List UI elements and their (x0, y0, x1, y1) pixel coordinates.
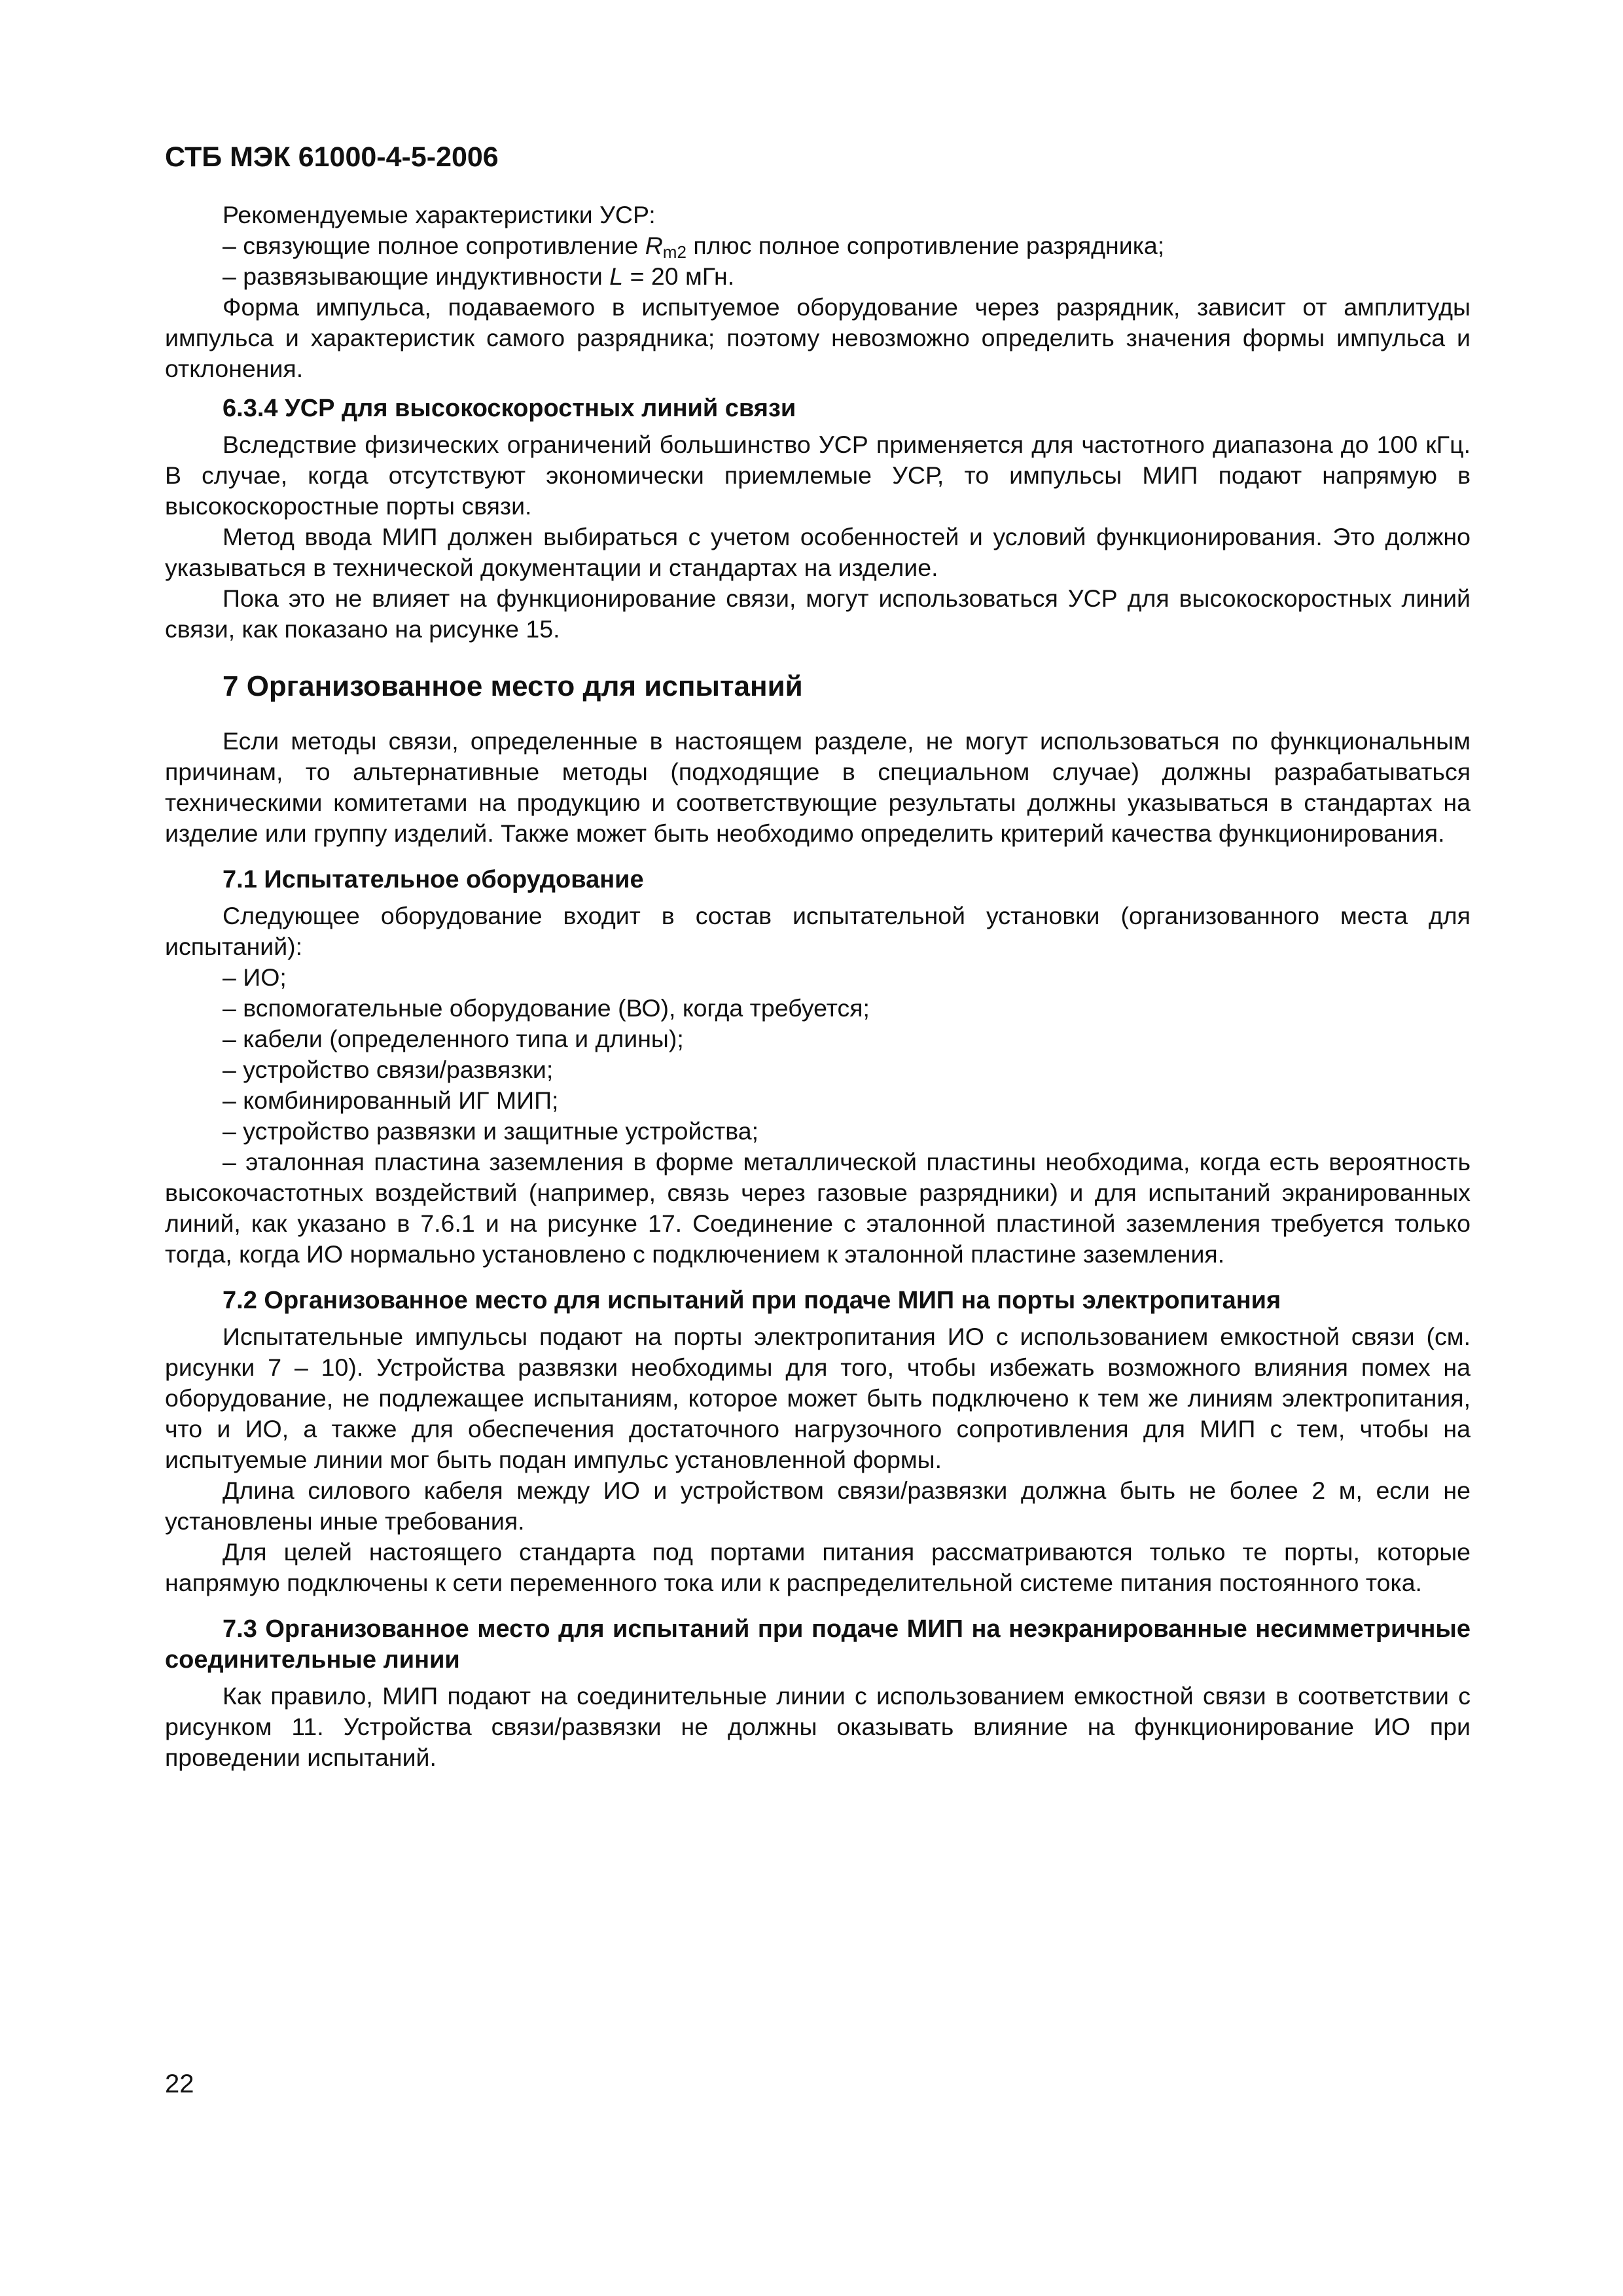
section-7-heading: 7 Организованное место для испытаний (223, 670, 803, 702)
usr-item-decoupling: – развязывающие индуктивности L = 20 мГн. (223, 262, 735, 290)
document-code: СТБ МЭК 61000-4-5-2006 (165, 141, 499, 173)
section-7-1-heading: 7.1 Испытательное оборудование (223, 866, 644, 893)
section-7-2-paragraph-2: Длина силового кабеля между ИО и устройством связи/развязки должна быть не более 2 м, если не установлены иные требования. (165, 1477, 1471, 1535)
list-item: – комбинированный ИГ МИП; (223, 1086, 559, 1114)
page-number: 22 (165, 2070, 194, 2098)
list-item: – ИО; (223, 963, 287, 991)
list-item: – вспомогательные оборудование (ВО), когда требуется; (223, 994, 870, 1022)
list-item-reference-ground-plane: – эталонная пластина заземления в форме металлической пластины необходима, когда есть вероятность высокочастотных воздействий (например, связь через газовые разрядники) и для испытаний экранированных линий, как указано в 7.6.1 и на рисунке 17. Соединение с эталонной пластиной заземления требуется только тогда, когда ИО нормально установлено с подключением к эталонной пластине заземления. (165, 1148, 1471, 1268)
list-item: – кабели (определенного типа и длины); (223, 1025, 684, 1052)
section-6-3-4-heading: 6.3.4 УСР для высокоскоростных линий связи (223, 395, 796, 422)
section-7-2-paragraph-1: Испытательные импульсы подают на порты электропитания ИО с использованием емкостной связи (см. рисунки 7 – 10). Устройства развязки необходимы для того, чтобы избежать возможного влияния помех на оборудование, не подлежащее испытаниям, которое может быть подключено к тем же линиям электропитания, что и ИО, а также для обеспечения достаточного нагрузочного сопротивления для МИП с тем, чтобы на испытуемые линии мог быть подан импульс установленной формы. (165, 1323, 1471, 1473)
usr-paragraph: Форма импульса, подаваемого в испытуемое оборудование через разрядник, зависит от амплитуды импульса и характеристик самого разрядника; поэтому невозможно определить значения формы импульса и отклонения. (165, 293, 1471, 382)
section-7-1-paragraph: Следующее оборудование входит в состав испытательной установки (организованного места для испытаний): (165, 902, 1471, 960)
usr-item-coupling: – связующие полное сопротивление $R_{m2}$ плюс полное сопротивление разрядника; (223, 232, 1165, 262)
list-item: – устройство развязки и защитные устройства; (223, 1117, 759, 1145)
section-6-3-4-paragraph-2: Метод ввода МИП должен выбираться с учетом особенностей и условий функционирования. Это должно указываться в технической документации и стандартах на изделие. (165, 523, 1471, 581)
section-7-paragraph: Если методы связи, определенные в настоящем разделе, не могут использоваться по функциональным причинам, то альтернативные методы (подходящие в специальном случае) должны разрабатываться техническими комитетами на продукцию и соответствующие результаты должны указываться в стандартах на изделие или группу изделий. Также может быть необходимо определить критерий качества функционирования. (165, 727, 1471, 847)
section-7-3-heading: 7.3 Организованное место для испытаний при подаче МИП на неэкранированные несимметричные соединительные линии (165, 1615, 1471, 1674)
section-7-2-heading: 7.2 Организованное место для испытаний при подаче МИП на порты электропитания (223, 1287, 1281, 1314)
usr-intro: Рекомендуемые характеристики УСР: (223, 201, 656, 228)
list-item: – устройство связи/развязки; (223, 1056, 554, 1083)
section-7-3-paragraph: Как правило, МИП подают на соединительные линии с использованием емкостной связи в соответствии с рисунком 11. Устройства связи/развязки не должны оказывать влияние на функционирование ИО при проведении испытаний. (165, 1682, 1471, 1771)
section-7-2-paragraph-3: Для целей настоящего стандарта под портами питания рассматриваются только те порты, которые напрямую подключены к сети переменного тока или к распределительной системе питания постоянного тока. (165, 1538, 1471, 1596)
section-6-3-4-paragraph-3: Пока это не влияет на функционирование связи, могут использоваться УСР для высокоскоростных линий связи, как показано на рисунке 15. (165, 584, 1471, 643)
section-6-3-4-paragraph-1: Вследствие физических ограничений большинство УСР применяется для частотного диапазона до 100 кГц. В случае, когда отсутствуют экономически приемлемые УСР, то импульсы МИП подают напрямую в высокоскоростные порты связи. (165, 431, 1471, 520)
document-page (165, 141, 1471, 1773)
